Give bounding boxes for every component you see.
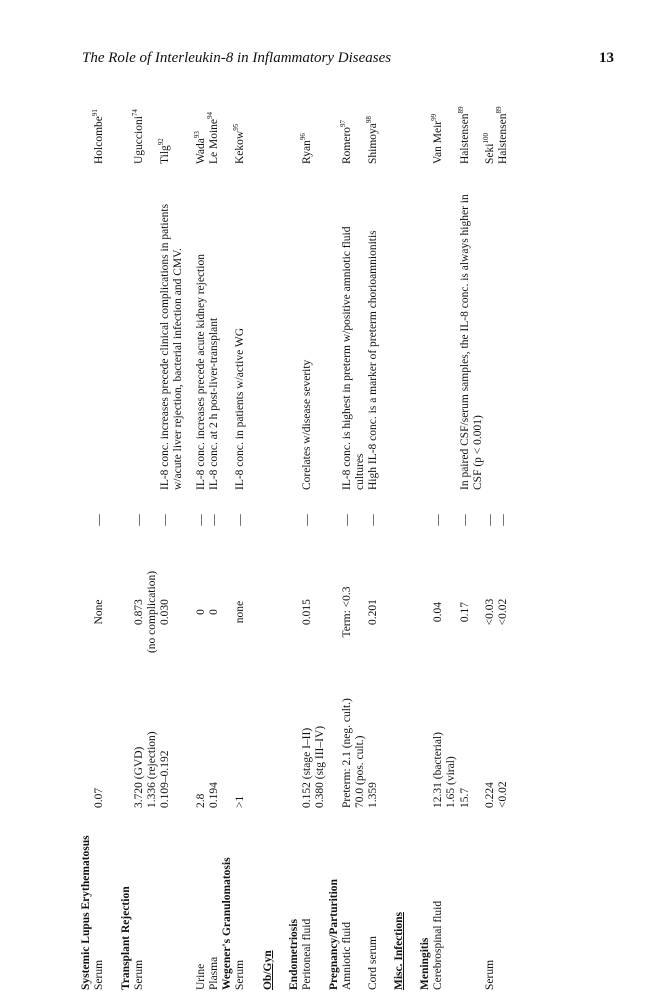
running-title: The Role of Interleukin-8 in Inflammatory Diseases — [82, 50, 392, 66]
reference — [93, 84, 106, 164]
section-title: Endometriosis — [288, 919, 300, 990]
patient-value: 15.7 — [459, 787, 471, 808]
reference — [234, 84, 247, 164]
reference-number: 91 — [91, 109, 99, 117]
patient-value: 12.31 (bacterial) 1.65 (viral) — [432, 732, 457, 808]
comment-text: IL-8 conc. increases precede clinical complications in patients w/acute liver rejection, bacterial infection and CMV. — [159, 203, 184, 490]
empty-dash: — — [159, 514, 171, 526]
reference-author: Van Meir — [432, 120, 444, 164]
reference — [497, 84, 510, 164]
page-number: 13 — [599, 50, 614, 66]
section-title: Pregnancy/Parturition — [328, 879, 340, 990]
control-value: 0 — [195, 609, 207, 615]
reference-number: 98 — [365, 116, 373, 124]
patient-value: 0.194 — [208, 782, 220, 808]
running-header — [0, 50, 666, 72]
control-value: <0.03 — [484, 598, 496, 626]
control-value: None — [93, 599, 105, 625]
sample-type: Serum — [484, 959, 496, 990]
reference — [367, 84, 380, 164]
comment-text: IL-8 conc. is highest in preterm w/positive amniotic fluid cultures — [341, 226, 366, 490]
comment-text: High IL-8 conc. is a marker of preterm chorioamnionitis — [367, 230, 379, 490]
reference-number: 97 — [339, 119, 347, 127]
reference — [159, 84, 172, 164]
section-title: Ob/Gyn — [262, 950, 274, 990]
comment-text: IL-8 conc. at 2 h post-liver-transplant — [208, 317, 220, 490]
reference-number: 93 — [193, 131, 201, 139]
empty-dash: — — [432, 514, 444, 526]
reference-number: 89 — [457, 106, 465, 114]
reference — [301, 84, 314, 164]
control-value: 0.201 — [367, 599, 379, 625]
reference-author: Holcombe — [93, 116, 105, 164]
reference-author: Ryan — [301, 140, 313, 164]
empty-dash: — — [208, 514, 220, 526]
empty-dash: — — [484, 514, 496, 526]
control-value: 0.030 — [159, 599, 171, 625]
reference — [341, 84, 354, 164]
sample-type: Urine — [195, 963, 207, 990]
section-title: Meningitis — [419, 937, 431, 990]
reference-number: 92 — [157, 138, 165, 146]
reference-number: 99 — [430, 113, 438, 121]
sample-type: Amniotic fluid — [341, 921, 353, 990]
patient-value: 2.8 — [195, 793, 207, 808]
reference-author: Seki — [484, 143, 496, 164]
reference-author: Uguccioni — [133, 116, 145, 164]
reference-author: Halstensen — [459, 113, 471, 164]
patient-value: 0.07 — [93, 787, 105, 808]
sample-type: Cerebrospinal fluid — [432, 900, 444, 990]
reference-number: 96 — [299, 133, 307, 141]
reference-author: Tilg — [159, 145, 171, 164]
comment-text: IL-8 conc. increases precede acute kidney rejection — [195, 254, 207, 490]
reference-author: Shimoya — [367, 123, 379, 164]
section-title: Systemic Lupus Erythematosus — [80, 835, 92, 990]
comment-text: Corelates w/disease severity — [301, 359, 313, 490]
reference — [484, 84, 497, 164]
reference — [195, 84, 208, 164]
rotated-table — [80, 90, 610, 990]
control-value: 0.04 — [432, 601, 444, 623]
patient-value: Preterm: 2.1 (neg. cult.) 70.0 (pos. cult.) — [341, 698, 366, 808]
patient-value: 3.720 (GVD) 1.336 (rejection) — [133, 731, 158, 808]
sample-type: Cord serum — [367, 936, 379, 990]
section-title: Transplant Rejection — [120, 886, 132, 990]
reference-number: 89 — [495, 106, 503, 114]
reference — [133, 84, 146, 164]
reference-author: Halstensen — [497, 113, 509, 164]
empty-dash: — — [301, 514, 313, 526]
sample-type: Serum — [234, 959, 246, 990]
patient-value: 0.109–0.192 — [159, 750, 171, 808]
reference-number: 100 — [482, 133, 490, 144]
reference — [432, 84, 445, 164]
sample-type: Serum — [133, 959, 145, 990]
patient-value: 0.152 (stage I–II) 0.380 (stg III–IV) — [301, 725, 326, 808]
section-title: Wegener's Granulomatosis — [221, 857, 233, 990]
reference-number: 95 — [232, 123, 240, 131]
empty-dash: — — [234, 514, 246, 526]
reference-author: Kekow — [234, 130, 246, 164]
patient-value: >1 — [234, 795, 246, 808]
control-value: 0.015 — [301, 599, 313, 625]
reference-author: Wada — [195, 138, 207, 164]
reference-number: 94 — [206, 111, 214, 119]
reference — [208, 84, 221, 164]
empty-dash: — — [341, 514, 353, 526]
sample-type: Peritoneal fluid — [301, 918, 313, 990]
empty-dash: — — [93, 514, 105, 526]
comment-text: IL-8 conc. in patients w/active WG — [234, 327, 246, 490]
reference — [459, 84, 472, 164]
patient-value: <0.02 — [497, 781, 509, 808]
control-value: 0.17 — [459, 601, 471, 623]
empty-dash: — — [459, 514, 471, 526]
control-value: Term: <0.3 — [341, 586, 353, 638]
reference-author: Romero — [341, 126, 353, 164]
patient-value: 1.359 — [367, 782, 379, 808]
control-value: 0.873 (no complication) — [133, 570, 158, 654]
sample-type: Plasma — [208, 956, 220, 990]
patient-value: 0.224 — [484, 782, 496, 808]
sample-type: Serum — [93, 959, 105, 990]
control-value: <0.02 — [497, 598, 509, 626]
empty-dash: — — [367, 514, 379, 526]
reference-number: 74 — [131, 109, 139, 117]
control-value: none — [234, 600, 246, 624]
reference-author: Le Moine — [208, 118, 220, 164]
section-title: Misc. Infections — [393, 912, 405, 990]
empty-dash: — — [497, 514, 509, 526]
empty-dash: — — [195, 514, 207, 526]
comment-text: In paired CSF/serum samples, the IL-8 conc. is always higher in CSF (p < 0.001) — [459, 194, 484, 490]
empty-dash: — — [133, 514, 145, 526]
control-value: 0 — [208, 609, 220, 615]
